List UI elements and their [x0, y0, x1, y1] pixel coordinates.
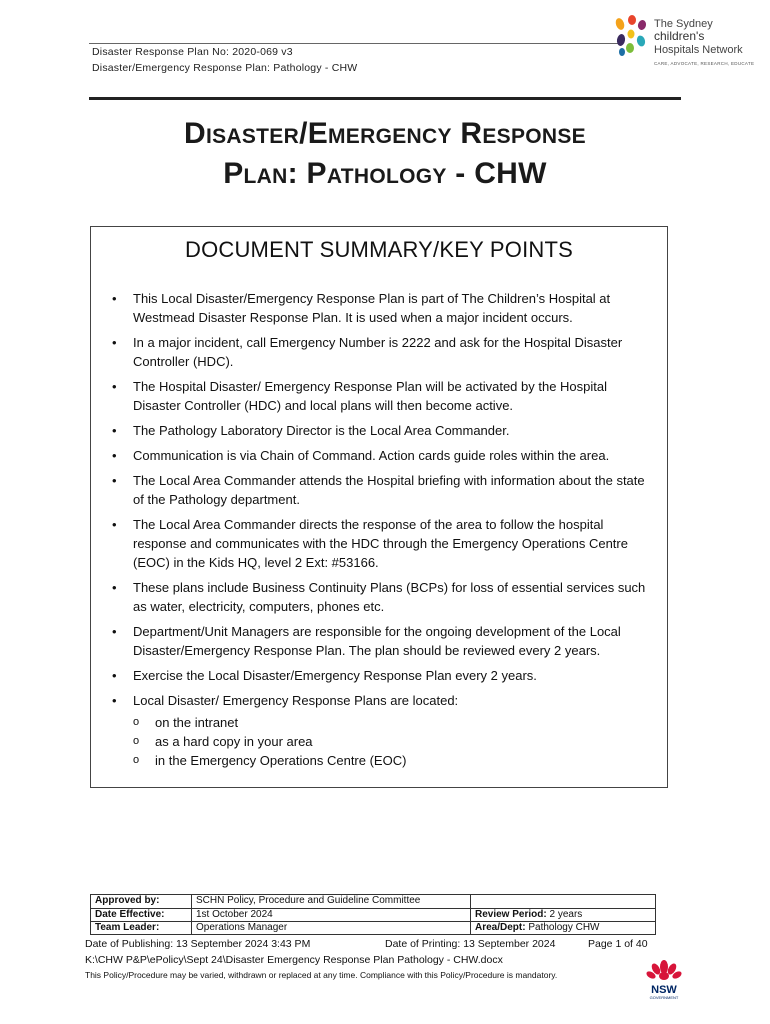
bullet-icon: •: [112, 580, 117, 595]
list-item: • Department/Unit Managers are responsible for the ongoing development of the Local Disaster/Emergency Response Plan. The plan should be reviewed every 2 years.: [112, 624, 621, 658]
effective-value: 1st October 2024: [192, 909, 471, 922]
review-label: Review Period:: [475, 909, 547, 920]
nsw-sub-text: GOVERNMENT: [649, 995, 679, 1000]
summary-heading: DOCUMENT SUMMARY/KEY POINTS: [184, 237, 573, 262]
header-rule: [89, 43, 619, 44]
document-title: [89, 114, 681, 194]
location-sub-list: [133, 713, 649, 770]
bullet-icon: •: [112, 517, 117, 532]
nsw-government-logo: [640, 955, 688, 1001]
area-value: Pathology CHW: [528, 922, 600, 933]
bullet-icon: •: [112, 693, 117, 708]
area-cell: [471, 922, 656, 935]
logo-tagline: CARE, ADVOCATE, RESEARCH, EDUCATE: [654, 61, 755, 66]
review-cell: [471, 909, 656, 922]
list-item: • In a major incident, call Emergency Number is 2222 and ask for the Hospital Disaster Controller (HDC).: [112, 335, 623, 369]
nsw-text: NSW: [651, 984, 677, 996]
list-item: • The Pathology Laboratory Director is the Local Area Commander.: [112, 423, 510, 438]
header-plan-number: Disaster Response Plan No: 2020-069 v3: [92, 46, 293, 58]
summary-bullet-list: [109, 289, 649, 776]
sub-list-item: o in the Emergency Operations Centre (EOC): [133, 753, 407, 768]
logo-line-1: The Sydney: [654, 18, 713, 30]
bullet-icon: •: [112, 473, 117, 488]
list-item: • These plans include Business Continuity Plans (BCPs) for loss of essential services such as water, electricity, computers, phones etc.: [112, 580, 646, 614]
approved-label: Approved by:: [91, 895, 192, 909]
approved-value: SCHN Policy, Procedure and Guideline Committee: [192, 895, 471, 909]
list-item: • This Local Disaster/Emergency Response Plan is part of The Children’s Hospital at Westmead Disaster Response Plan. It is used when a major incident occurs.: [112, 291, 611, 325]
title-line-2: Plan: Pathology - CHW: [223, 157, 547, 190]
document-control-table: [90, 894, 656, 935]
bullet-icon: •: [112, 668, 117, 683]
table-row: [91, 895, 656, 909]
circle-bullet-icon: o: [133, 754, 140, 766]
network-logo: [612, 14, 762, 74]
list-item: • Exercise the Local Disaster/Emergency Response Plan every 2 years.: [112, 668, 537, 683]
bullet-icon: •: [112, 335, 117, 350]
table-row: [91, 922, 656, 935]
logo-icon: [612, 14, 652, 58]
circle-bullet-icon: o: [133, 735, 140, 747]
team-label: Team Leader:: [91, 922, 192, 935]
list-item: • The Local Area Commander directs the response of the area to follow the hospital response and communicates with the HDC through the Emergency Operations Centre (EOC) in the Kids HQ, level 2 Ext: #53166.: [112, 517, 628, 570]
waratah-icon: [640, 955, 688, 1001]
empty-cell: [471, 895, 656, 909]
bullet-icon: •: [112, 379, 117, 394]
list-item: • The Hospital Disaster/ Emergency Response Plan will be activated by the Hospital Disaster Controller (HDC) and local plans will then become active.: [112, 379, 608, 413]
bullet-icon: •: [112, 423, 117, 438]
sub-list-item: o as a hard copy in your area: [133, 734, 313, 749]
logo-line-2: children's: [654, 29, 705, 43]
bullet-icon: •: [112, 291, 117, 306]
file-path: K:\CHW P&P\ePolicy\Sept 24\Disaster Emergency Response Plan Pathology - CHW.docx: [85, 954, 503, 966]
circle-bullet-icon: o: [133, 716, 140, 728]
area-label: Area/Dept:: [475, 922, 526, 933]
header-plan-name: Disaster/Emergency Response Plan: Pathology - CHW: [92, 62, 358, 74]
bullet-icon: •: [112, 448, 117, 463]
list-item: • Local Disaster/ Emergency Response Plans are located: o on the intranet o as a hard copy in your area o in the Emergency Operations Centre (EOC): [109, 691, 649, 770]
page-number: Page 1 of 40: [588, 938, 648, 950]
printing-date: Date of Printing: 13 September 2024: [385, 938, 556, 950]
title-rule: [89, 97, 681, 100]
list-item: • Communication is via Chain of Command. Action cards guide roles within the area.: [112, 448, 610, 463]
list-item: • The Local Area Commander attends the Hospital briefing with information about the state of the Pathology department.: [112, 473, 645, 507]
logo-line-3: Hospitals Network: [654, 44, 743, 56]
sub-list-item: o on the intranet: [133, 715, 239, 730]
publishing-date: Date of Publishing: 13 September 2024 3:43 PM: [85, 938, 311, 950]
summary-box: [90, 226, 668, 788]
title-line-1: Disaster/Emergency Response: [183, 117, 586, 150]
bullet-icon: •: [112, 624, 117, 639]
compliance-notice: This Policy/Procedure may be varied, withdrawn or replaced at any time. Compliance with this Policy/Procedure is mandatory.: [85, 970, 558, 980]
review-value: 2 years: [549, 909, 583, 920]
team-value: Operations Manager: [192, 922, 471, 935]
effective-label: Date Effective:: [91, 909, 192, 922]
table-row: [91, 909, 656, 922]
